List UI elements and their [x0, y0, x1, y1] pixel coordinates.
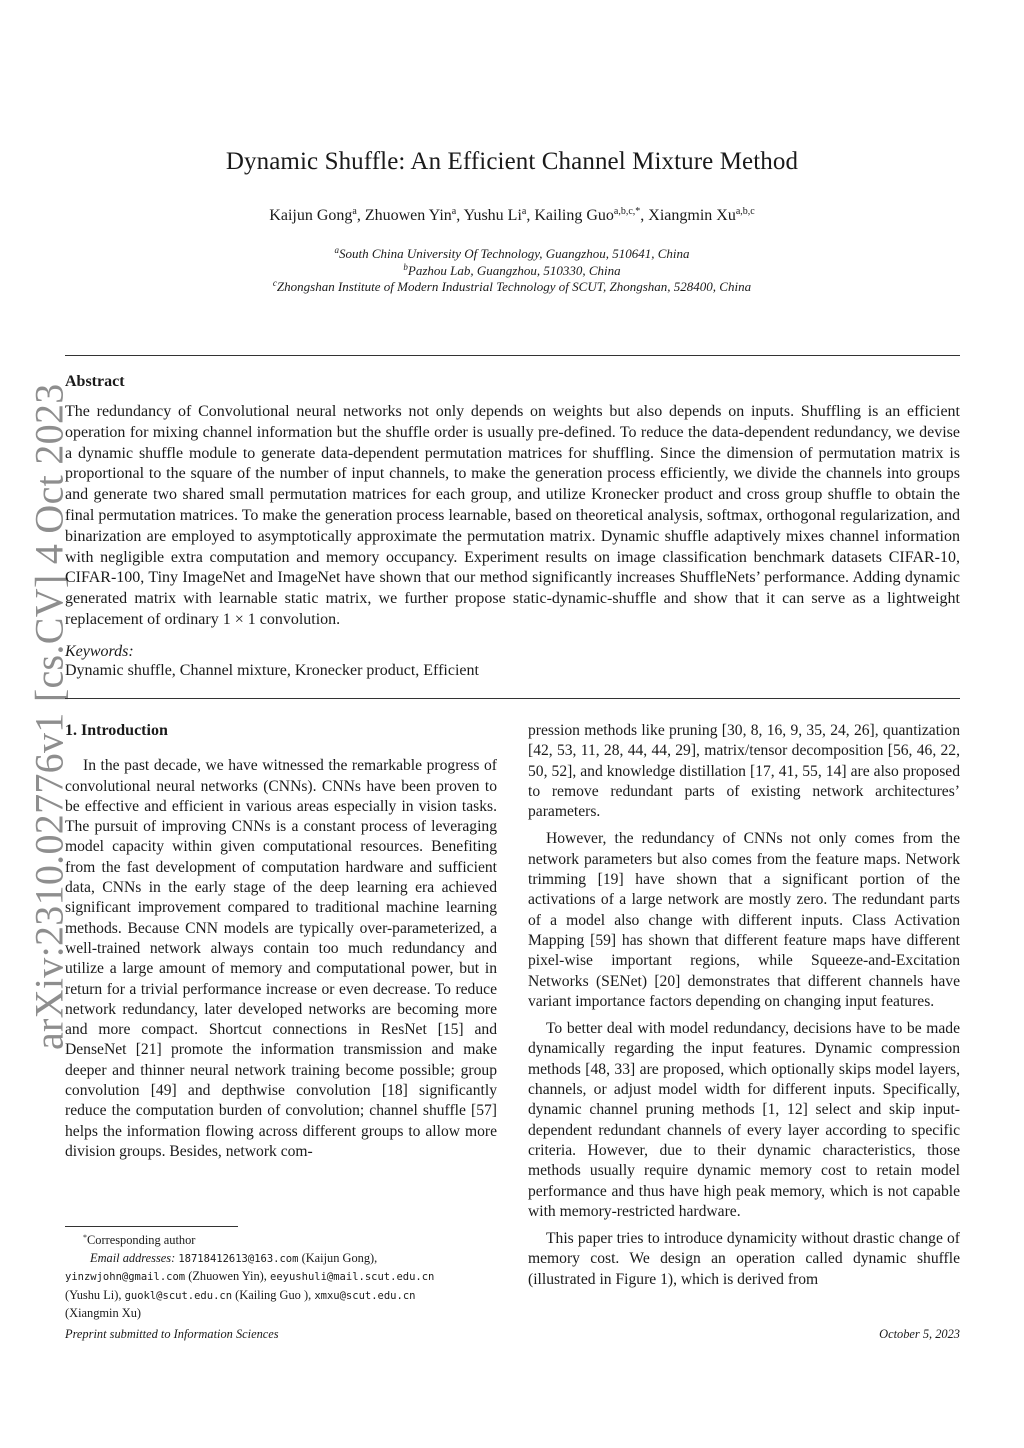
author-affil-mark: a	[451, 206, 457, 217]
preprint-note: Preprint submitted to Information Sciences	[65, 1327, 279, 1341]
email-line	[65, 1250, 497, 1269]
author-affil-mark: a,b,c	[735, 206, 755, 217]
email-line	[65, 1268, 497, 1287]
body-paragraph: In the past decade, we have witnessed the remarkable progress of convolutional neural networks (CNNs). CNNs have been proven to be effective and efficient in various areas especially in vision tasks. The pursuit of improving CNNs is a constant process of leveraging model capacity within given computational resources. Benefiting from the fast development of computation hardware and sufficient data, CNNs in the early stage of the deep learning era achieved significant improvement compared to traditional machine learning methods. Because CNN models are typically over-parameterized, a well-trained network always contain too much redundancy and utilize a large amount of memory and computational power, but in return for a trivial performance increase or even decrease. To reduce network redundancy, later developed networks are becoming more and more compact. Shortcut connections in ResNet [15] and DenseNet [21] promote the information transmission and make deeper and thinner neural network training become possible; group convolution [49] and depthwise convolution [18] significantly reduce the computation burden of convolution; channel shuffle [57] helps the information flowing across different groups to allow more division groups. Besides, network com-	[65, 757, 497, 1160]
footnote-divider	[65, 1226, 238, 1227]
email-address[interactable]: yinzwjohn@gmail.com	[65, 1271, 186, 1284]
author-affil-mark: a	[521, 206, 527, 217]
author-name: Yushu Li	[463, 207, 522, 224]
email-owner: (Kaijun Gong),	[301, 1250, 378, 1265]
corresponding-note	[65, 1232, 497, 1250]
affiliation-text: Zhongshan Institute of Modern Industrial Technology of SCUT, Zhongshan, 528400, China	[276, 279, 752, 294]
email-line	[65, 1305, 497, 1323]
section-heading: 1. Introduction	[65, 722, 168, 739]
abstract-text: The redundancy of Convolutional neural networks not only depends on weights but also depends on inputs. Shuffling is an efficient operation for mixing channel information but the shuffle order is usually pre-defined. To reduce the data-dependent redundancy, we devise a dynamic shuffle module to generate data-dependent permutation matrices for shuffling. Since the dimension of permutation matrix is proportional to the square of the number of input channels, to make the generation process efficiently, we divide the channels into groups and generate two shared small permutation matrices for each group, and utilize Kronecker product and cross group shuffle to obtain the final permutation matrices. To make the generation process learnable, based on theoretical analysis, softmax, orthogonal regularization, and binarization are employed to asymptotically approximate the permutation matrix. Dynamic shuffle adaptively mixes channel information with negligible extra computation and memory occupancy. Experiment results on image classification benchmark datasets CIFAR-10, CIFAR-100, Tiny ImageNet and ImageNet have shown that our method significantly increases ShuffleNets’ performance. Adding dynamic generated matrix with learnable static matrix, we further propose static-dynamic-shuffle and show that it can serve as a lightweight replacement of ordinary 1 × 1 convolution.	[65, 403, 960, 628]
email-owner: (Xiangmin Xu)	[65, 1306, 142, 1321]
email-owner: (Kailing Guo ),	[235, 1287, 312, 1302]
author-name: Kailing Guo	[534, 207, 614, 224]
email-address[interactable]: 18718412613@163.com	[178, 1252, 299, 1265]
corresponding-text: Corresponding author	[87, 1233, 196, 1247]
corresponding-mark: *	[83, 1233, 87, 1242]
email-line	[65, 1287, 497, 1306]
keywords-text: Dynamic shuffle, Channel mixture, Kronecker product, Efficient	[65, 662, 479, 679]
body-paragraph: This paper tries to introduce dynamicity without drastic change of memory cost. We design an operation called dynamic shuffle (illustrated in Figure 1), which is derived from	[528, 1230, 960, 1288]
body-paragraph: pression methods like pruning [30, 8, 16, 9, 35, 24, 26], quantization [42, 53, 11, 28, 44, 44, 29], matrix/tensor decomposition [56, 46, 22, 50, 52], and knowledge distillation [17, 41, 55, 14] are also proposed to remove redundant parts of existing network architectures’ parameters.	[528, 722, 960, 821]
author-affil-mark: a,b,c,*	[613, 206, 641, 217]
affiliation-text: South China University Of Technology, Guangzhou, 510641, China	[338, 246, 690, 261]
email-owner: (Yushu Li),	[65, 1287, 122, 1302]
arxiv-stamp-text: arXiv:2310.02776v1 [cs.CV] 4 Oct 2023	[26, 383, 72, 1050]
affiliation	[0, 263, 1024, 279]
email-address[interactable]: eeyushuli@mail.scut.edu.cn	[270, 1271, 435, 1284]
author-affil-mark: a	[352, 206, 357, 217]
affiliation-mark: c	[272, 278, 277, 288]
email-owner: (Zhuowen Yin),	[188, 1269, 267, 1284]
affiliation-text: Pazhou Lab, Guangzhou, 510330, China	[407, 263, 621, 278]
left-column	[65, 721, 497, 1162]
abstract-heading: Abstract	[65, 373, 125, 390]
footnotes	[65, 1232, 497, 1323]
keywords-label: Keywords:	[65, 643, 134, 660]
email-address[interactable]: xmxu@scut.edu.cn	[314, 1289, 416, 1302]
email-address[interactable]: guokl@scut.edu.cn	[124, 1289, 233, 1302]
author-list: Kaijun Gong$^a$, Zhuowen Yin$^a$, Yushu Li$^a$, Kailing Guo$^{a,b,c,*}$, Xiangmin Xu$^{a,b,c}$	[269, 206, 755, 224]
right-column	[528, 721, 960, 1290]
affiliation-mark: a	[334, 245, 339, 255]
email-label: Email addresses:	[90, 1250, 176, 1265]
affiliation-mark: b	[403, 262, 408, 272]
author-name: Xiangmin Xu	[648, 207, 736, 224]
preprint-date: October 5, 2023	[879, 1327, 960, 1341]
abstract-divider	[65, 698, 960, 699]
top-divider	[65, 355, 960, 356]
author-name: Zhuowen Yin	[364, 207, 452, 224]
affiliation	[0, 246, 1024, 262]
paper-title: Dynamic Shuffle: An Efficient Channel Mixture Method	[225, 148, 799, 175]
body-paragraph: However, the redundancy of CNNs not only comes from the network parameters but also comes from the feature maps. Network trimming [19] have shown that a significant portion of the activations of a large network are mostly zero. The redundant parts of a model also change with different inputs. Class Activation Mapping [59] has shown that different feature maps have different pixel-wise important regions, while Squeeze-and-Excitation Networks (SENet) [20] demonstrates that different channels have variant importance factors depending on changing input features.	[528, 830, 960, 1010]
affiliation	[0, 279, 1024, 295]
body-paragraph: To better deal with model redundancy, decisions have to be made dynamically regarding the input features. Dynamic compression methods [48, 33] are proposed, which optionally skips model layers, channels, or adjust model width for different inputs. Specifically, dynamic channel pruning methods [1, 12] select and skip input-dependent redundant channels of every layer according to specific criteria. However, due to their dynamic characteristics, those methods usually require dynamic memory cost to retain model performance and thus have high peak memory, which is not capable with memory-restricted hardware.	[528, 1020, 960, 1220]
author-name: Kaijun Gong	[269, 207, 353, 224]
